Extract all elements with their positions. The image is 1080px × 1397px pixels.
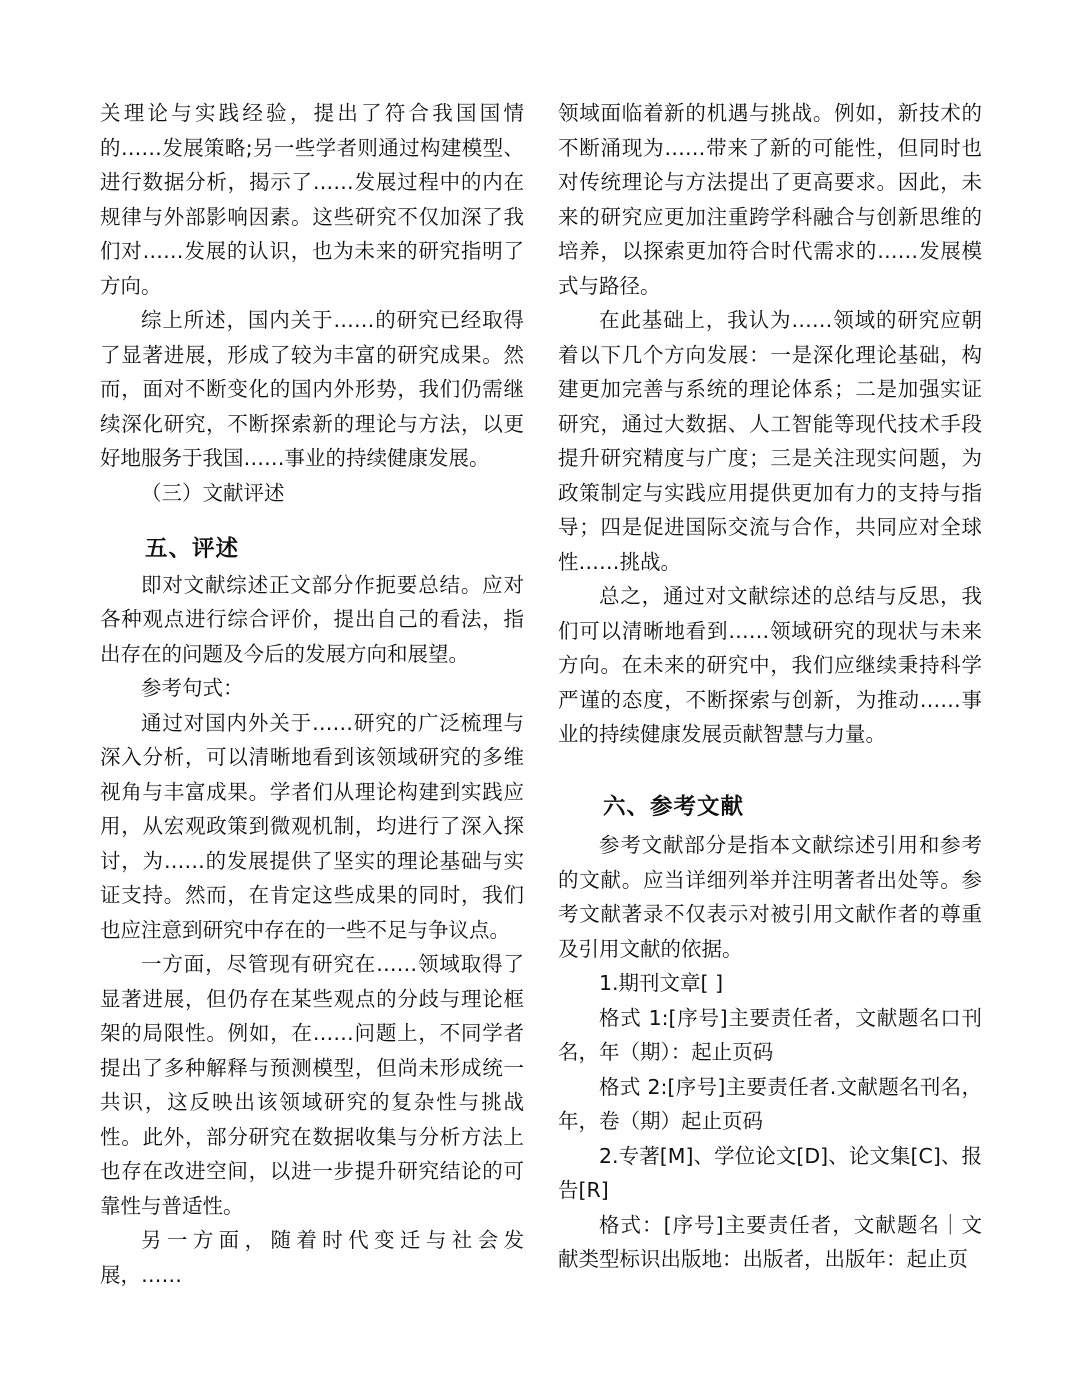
paragraph: 一方面，尽管现有研究在……领域取得了显著进展，但仍存在某些观点的分歧与理论框架的局限性。例如，在……问题上，不同学者提出了多种解释与预测模型，但尚未形成统一共识，这反映出该领域研究的复杂性与挑战性。此外，部分研究在数据收集与分析方法上也存在改进空间，以进一步提升研究结论的可靠性与普适性。 [100, 952, 524, 1218]
citation-format: 格式 2:[序号]主要责任者.文献题名刊名，年，卷（期）起止页码 [558, 1074, 982, 1133]
citation-format: 格式 1:[序号]主要责任者，文献题名口刊名，年（期）：起止页码 [558, 1005, 982, 1064]
paragraph: 即对文献综述正文部分作扼要总结。应对各种观点进行综合评价，提出自己的看法，指出存在的问题及今后的发展方向和展望。 [100, 572, 524, 666]
paragraph: 总之，通过对文献综述的总结与反思，我们可以清晰地看到……领域研究的现状与未来方向。在未来的研究中，我们应继续秉持科学严谨的态度，不断探索与创新，为推动……事业的持续健康发展贡献智慧与力量。 [558, 584, 982, 746]
citation-format: 格式：[序号]主要责任者，文献题名｜文献类型标识出版地：出版者，出版年：起止页 [558, 1212, 982, 1271]
paragraph: 参考文献部分是指本文献综述引用和参考的文献。应当详细列举并注明著者出处等。参考文献著录不仅表示对被引用文献作者的尊重及引用文献的依据。 [558, 833, 982, 961]
right-column [558, 96, 982, 1277]
list-item: 1.期刊文章[ ] [599, 971, 724, 995]
section-heading: 五、评述 [145, 536, 240, 562]
list-item: 2.专著[M]、学位论文[D]、论文集[C]、报告[R] [558, 1143, 982, 1202]
paragraph: 在此基础上，我认为……领域的研究应朝着以下几个方向发展：一是深化理论基础，构建更加完善与系统的理论体系；二是加强实证研究，通过大数据、人工智能等现代技术手段提升研究精度与广度；三是关注现实问题，为政策制定与实践应用提供更加有力的支持与指导；四是促进国际交流与合作，共同应对全球性……挑战。 [558, 308, 982, 574]
paragraph: 领域面临着新的机遇与挑战。例如，新技术的不断涌现为……带来了新的可能性，但同时也对传统理论与方法提出了更高要求。因此，未来的研究应更加注重跨学科融合与创新思维的培养，以探索更加符合时代需求的……发展模式与路径。 [558, 101, 982, 298]
left-column [100, 96, 524, 1292]
reference-sentence-label: 参考句式： [141, 676, 244, 700]
paragraph: 另一方面，随着时代变迁与社会发展，…… [100, 1228, 524, 1287]
paragraph: 关理论与实践经验，提出了符合我国国情的……发展策略;另一些学者则通过构建模型、进行数据分析，揭示了……发展过程中的内在规律与外部影响因素。这些研究不仅加深了我们对……发展的认识，也为未来的研究指明了方向。 [100, 101, 524, 298]
subsection-heading: （三）文献评述 [141, 480, 285, 505]
paragraph: 通过对国内外关于……研究的广泛梳理与深入分析，可以清晰地看到该领域研究的多维视角与丰富成果。学者们从理论构建到实践应用，从宏观政策到微观机制，均进行了深入探讨，为……的发展提供了坚实的理论基础与实证支持。然而，在肯定这些成果的同时，我们也应注意到研究中存在的一些不足与争议点。 [100, 710, 524, 942]
paragraph: 综上所述，国内关于……的研究已经取得了显著进展，形成了较为丰富的研究成果。然而，面对不断变化的国内外形势，我们仍需继续深化研究，不断探索新的理论与方法，以更好地服务于我国……事业的持续健康发展。 [100, 308, 524, 470]
section-heading: 六、参考文献 [603, 793, 745, 820]
